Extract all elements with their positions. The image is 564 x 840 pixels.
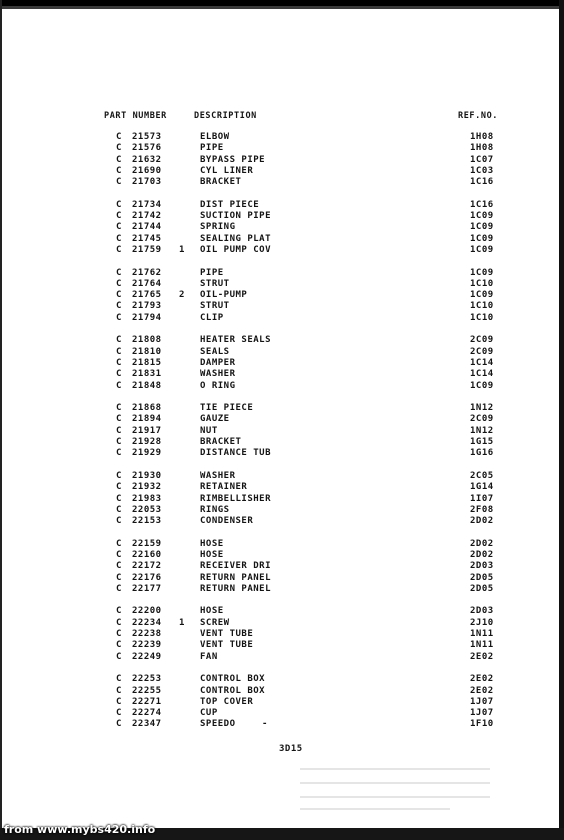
part-number: 22347 <box>132 719 162 730</box>
part-number: 22274 <box>132 708 162 719</box>
part-description: GAUZE <box>200 414 230 425</box>
part-number: 21734 <box>132 199 162 210</box>
part-ref-no: 1H08 <box>470 143 494 154</box>
table-row <box>0 301 564 312</box>
part-number: 22160 <box>132 549 162 560</box>
table-row <box>0 166 564 177</box>
part-ref-no: 2E02 <box>470 651 494 662</box>
part-prefix: C <box>116 685 122 696</box>
part-description: CUP <box>200 708 218 719</box>
part-number: 21576 <box>132 143 162 154</box>
table-row <box>0 381 564 392</box>
part-description: ELBOW <box>200 132 230 142</box>
part-description: VENT TUBE <box>200 640 254 651</box>
part-number: 21793 <box>132 301 162 312</box>
part-prefix: C <box>116 143 122 154</box>
part-ref-no: 1C09 <box>470 267 494 278</box>
table-row <box>0 358 564 369</box>
part-number: 21932 <box>132 482 162 493</box>
part-number: 22249 <box>132 651 162 662</box>
table-row <box>0 211 564 222</box>
part-qty: 1 <box>179 244 185 255</box>
part-description: OIL PUMP COV <box>200 244 272 255</box>
part-prefix: C <box>116 561 122 572</box>
part-description: HOSE <box>200 538 224 549</box>
table-row <box>0 584 564 595</box>
table-row <box>0 290 564 301</box>
part-ref-no: 1C09 <box>470 222 494 233</box>
part-prefix: C <box>116 572 122 583</box>
part-description: CONTROL BOX <box>200 674 266 685</box>
part-description: BYPASS PIPE <box>200 154 266 165</box>
part-ref-no: 1C10 <box>470 301 494 312</box>
part-prefix: C <box>116 290 122 301</box>
table-row <box>0 573 564 584</box>
part-ref-no: 1C14 <box>470 357 494 368</box>
part-ref-no: 1N11 <box>470 640 494 651</box>
table-row <box>0 347 564 358</box>
part-ref-no: 2D02 <box>470 516 494 527</box>
table-row <box>0 268 564 279</box>
part-description: DAMPER <box>200 357 236 368</box>
row-mark: - <box>262 719 268 730</box>
part-number: 22253 <box>132 674 162 685</box>
part-description: TOP COVER <box>200 696 254 707</box>
part-number: 21632 <box>132 154 162 165</box>
part-ref-no: 2C09 <box>470 414 494 425</box>
table-row <box>0 505 564 516</box>
part-number: 22153 <box>132 516 162 527</box>
column-header-ref-no: REF.NO. <box>458 111 499 121</box>
part-number: 21745 <box>132 233 162 244</box>
part-description: DISTANCE TUB <box>200 448 272 459</box>
bleed-through-line <box>300 808 450 810</box>
column-header-part-number: PART NUMBER <box>104 111 167 121</box>
part-ref-no: 2C09 <box>470 346 494 357</box>
part-description: SPRING <box>200 222 236 233</box>
part-prefix: C <box>116 448 122 459</box>
part-ref-no: 2J10 <box>470 617 494 628</box>
part-ref-no: 1J07 <box>470 708 494 719</box>
part-ref-no: 2F08 <box>470 504 494 515</box>
part-description: WASHER <box>200 470 236 481</box>
table-row <box>0 708 564 719</box>
part-prefix: C <box>116 708 122 719</box>
part-description: SUCTION PIPE <box>200 211 272 222</box>
part-number: 21759 <box>132 244 162 255</box>
part-prefix: C <box>116 177 122 188</box>
part-prefix: C <box>116 719 122 730</box>
part-prefix: C <box>116 425 122 436</box>
part-prefix: C <box>116 651 122 662</box>
part-ref-no: 1N11 <box>470 629 494 640</box>
part-ref-no: 1C07 <box>470 154 494 165</box>
part-prefix: C <box>116 549 122 560</box>
part-prefix: C <box>116 267 122 278</box>
source-watermark: from www.mybs420.info <box>4 823 156 836</box>
part-number: 22177 <box>132 583 162 594</box>
part-number: 21917 <box>132 425 162 436</box>
part-prefix: C <box>116 403 122 414</box>
table-row <box>0 403 564 414</box>
part-number: 21762 <box>132 267 162 278</box>
part-ref-no: 1C14 <box>470 369 494 380</box>
part-prefix: C <box>116 335 122 346</box>
part-number: 21808 <box>132 335 162 346</box>
part-number: 21894 <box>132 414 162 425</box>
part-number: 21765 <box>132 290 162 301</box>
part-description: VENT TUBE <box>200 629 254 640</box>
part-prefix: C <box>116 516 122 527</box>
part-description: PIPE <box>200 143 224 154</box>
part-description: NUT <box>200 425 218 436</box>
table-row <box>0 132 564 143</box>
part-prefix: C <box>116 278 122 289</box>
part-number: 21983 <box>132 493 162 504</box>
part-prefix: C <box>116 312 122 323</box>
part-prefix: C <box>116 493 122 504</box>
part-prefix: C <box>116 437 122 448</box>
part-description: FAN <box>200 651 218 662</box>
part-prefix: C <box>116 482 122 493</box>
part-number: 21764 <box>132 278 162 289</box>
part-description: RETAINER <box>200 482 248 493</box>
part-prefix: C <box>116 244 122 255</box>
part-description: STRUT <box>200 301 230 312</box>
part-description: O RING <box>200 380 236 391</box>
part-prefix: C <box>116 369 122 380</box>
part-ref-no: 2D02 <box>470 549 494 560</box>
part-description: SCREW <box>200 617 230 628</box>
table-row <box>0 697 564 708</box>
part-ref-no: 1N12 <box>470 403 494 414</box>
part-description: OIL-PUMP <box>200 290 248 301</box>
part-ref-no: 1G15 <box>470 437 494 448</box>
part-number: 21928 <box>132 437 162 448</box>
part-prefix: C <box>116 504 122 515</box>
part-ref-no: 1N12 <box>470 425 494 436</box>
part-description: CLIP <box>200 312 224 323</box>
part-prefix: C <box>116 617 122 628</box>
part-ref-no: 1C10 <box>470 312 494 323</box>
part-description: HEATER SEALS <box>200 335 272 346</box>
part-prefix: C <box>116 629 122 640</box>
part-ref-no: 1F10 <box>470 719 494 730</box>
part-qty: 2 <box>179 290 185 301</box>
part-number: 21930 <box>132 470 162 481</box>
part-description: DIST PIECE <box>200 199 260 210</box>
part-number: 21815 <box>132 357 162 368</box>
part-description: HOSE <box>200 549 224 560</box>
part-number: 21703 <box>132 177 162 188</box>
parts-table <box>0 132 564 731</box>
part-description: SEALING PLAT <box>200 233 272 244</box>
part-ref-no: 1H08 <box>470 132 494 142</box>
table-row <box>0 437 564 448</box>
part-prefix: C <box>116 640 122 651</box>
part-number: 22053 <box>132 504 162 515</box>
part-description: CYL LINER <box>200 165 254 176</box>
table-row <box>0 652 564 663</box>
table-row <box>0 550 564 561</box>
part-ref-no: 1J07 <box>470 696 494 707</box>
part-description: RECEIVER DRI <box>200 561 272 572</box>
part-number: 21831 <box>132 369 162 380</box>
part-description: CONDENSER <box>200 516 254 527</box>
bleed-through-line <box>300 796 490 798</box>
part-prefix: C <box>116 233 122 244</box>
part-number: 22172 <box>132 561 162 572</box>
table-row <box>0 686 564 697</box>
table-row <box>0 279 564 290</box>
part-number: 22234 <box>132 617 162 628</box>
part-ref-no: 1C10 <box>470 278 494 289</box>
part-prefix: C <box>116 222 122 233</box>
table-row <box>0 494 564 505</box>
table-row <box>0 200 564 211</box>
table-row <box>0 471 564 482</box>
table-row <box>0 719 564 730</box>
table-row <box>0 606 564 617</box>
part-ref-no: 1C03 <box>470 165 494 176</box>
part-prefix: C <box>116 301 122 312</box>
part-ref-no: 2D02 <box>470 538 494 549</box>
part-description: WASHER <box>200 369 236 380</box>
column-header-description: DESCRIPTION <box>194 111 257 121</box>
part-number: 21573 <box>132 132 162 142</box>
part-prefix: C <box>116 357 122 368</box>
part-ref-no: 1C09 <box>470 211 494 222</box>
part-prefix: C <box>116 380 122 391</box>
part-ref-no: 1C16 <box>470 199 494 210</box>
part-description: BRACKET <box>200 177 242 188</box>
bleed-through-line <box>300 768 490 770</box>
part-description: RETURN PANEL <box>200 583 272 594</box>
part-number: 22200 <box>132 606 162 617</box>
part-ref-no: 1I07 <box>470 493 494 504</box>
part-description: RIMBELLISHER <box>200 493 272 504</box>
part-prefix: C <box>116 211 122 222</box>
table-row <box>0 335 564 346</box>
table-row <box>0 629 564 640</box>
part-description: BRACKET <box>200 437 242 448</box>
table-row <box>0 414 564 425</box>
table-row <box>0 482 564 493</box>
part-ref-no: 2C09 <box>470 335 494 346</box>
part-number: 21794 <box>132 312 162 323</box>
part-ref-no: 1G14 <box>470 482 494 493</box>
table-row <box>0 448 564 459</box>
part-ref-no: 1C09 <box>470 244 494 255</box>
part-description: STRUT <box>200 278 230 289</box>
part-number: 21744 <box>132 222 162 233</box>
part-ref-no: 2D05 <box>470 583 494 594</box>
part-description: RINGS <box>200 504 230 515</box>
part-number: 22238 <box>132 629 162 640</box>
part-ref-no: 2C05 <box>470 470 494 481</box>
part-prefix: C <box>116 470 122 481</box>
table-row <box>0 539 564 550</box>
table-row <box>0 234 564 245</box>
table-row <box>0 143 564 154</box>
table-row <box>0 177 564 188</box>
part-number: 21929 <box>132 448 162 459</box>
part-number: 21810 <box>132 346 162 357</box>
part-ref-no: 2D05 <box>470 572 494 583</box>
table-row <box>0 561 564 572</box>
part-ref-no: 1C16 <box>470 177 494 188</box>
part-prefix: C <box>116 606 122 617</box>
part-prefix: C <box>116 674 122 685</box>
part-prefix: C <box>116 696 122 707</box>
part-description: TIE PIECE <box>200 403 254 414</box>
part-number: 21690 <box>132 165 162 176</box>
part-number: 22255 <box>132 685 162 696</box>
part-ref-no: 2E02 <box>470 685 494 696</box>
page-code: 3D15 <box>279 744 303 754</box>
part-description: HOSE <box>200 606 224 617</box>
table-row <box>0 516 564 527</box>
part-prefix: C <box>116 154 122 165</box>
part-qty: 1 <box>179 617 185 628</box>
part-number: 22239 <box>132 640 162 651</box>
table-row <box>0 674 564 685</box>
part-number: 22176 <box>132 572 162 583</box>
bleed-through-line <box>300 782 490 784</box>
part-number: 22159 <box>132 538 162 549</box>
part-description: SEALS <box>200 346 230 357</box>
table-row <box>0 426 564 437</box>
table-row <box>0 640 564 651</box>
part-description: RETURN PANEL <box>200 572 272 583</box>
part-description: SPEEDO <box>200 719 236 730</box>
part-prefix: C <box>116 583 122 594</box>
part-prefix: C <box>116 199 122 210</box>
part-number: 21742 <box>132 211 162 222</box>
part-ref-no: 2D03 <box>470 606 494 617</box>
table-row <box>0 222 564 233</box>
part-number: 22271 <box>132 696 162 707</box>
table-row <box>0 369 564 380</box>
part-ref-no: 1C09 <box>470 290 494 301</box>
part-ref-no: 1C09 <box>470 380 494 391</box>
part-prefix: C <box>116 346 122 357</box>
part-ref-no: 1C09 <box>470 233 494 244</box>
part-prefix: C <box>116 414 122 425</box>
table-row <box>0 155 564 166</box>
part-number: 21868 <box>132 403 162 414</box>
part-ref-no: 2D03 <box>470 561 494 572</box>
table-row <box>0 618 564 629</box>
part-description: PIPE <box>200 267 224 278</box>
part-prefix: C <box>116 538 122 549</box>
part-number: 21848 <box>132 380 162 391</box>
part-prefix: C <box>116 132 122 142</box>
part-ref-no: 2E02 <box>470 674 494 685</box>
part-prefix: C <box>116 165 122 176</box>
part-description: CONTROL BOX <box>200 685 266 696</box>
part-ref-no: 1G16 <box>470 448 494 459</box>
table-row <box>0 245 564 256</box>
table-row <box>0 313 564 324</box>
